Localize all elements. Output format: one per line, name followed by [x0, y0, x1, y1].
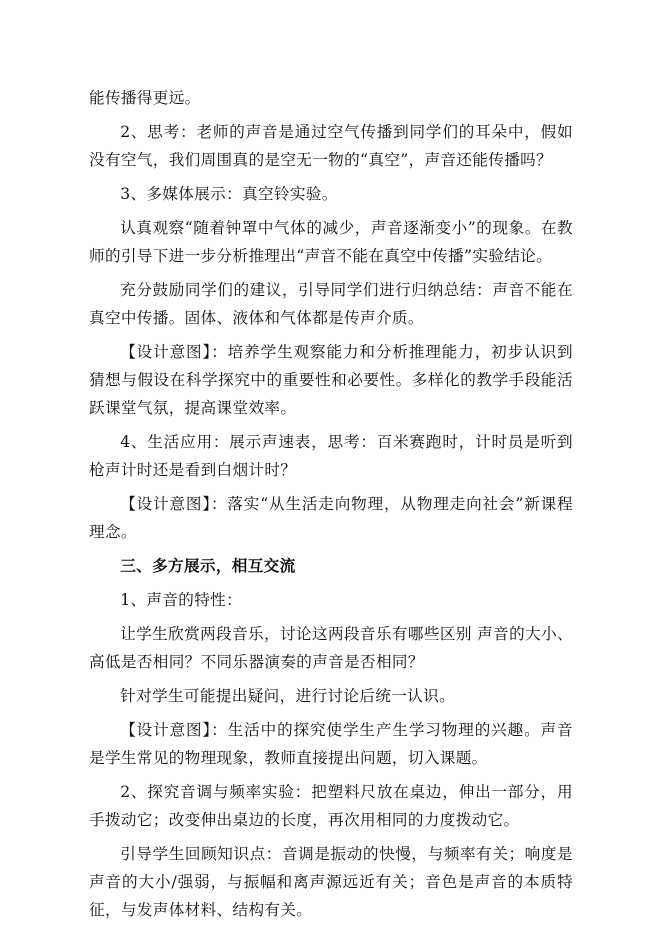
paragraph-observe-phenomenon: 认真观察“随着钟罩中气体的减少，声音逐渐变小”的现象。在教师的引导下进一步分析推理出“声音不能在真空中传播”实验结论。 — [89, 219, 573, 265]
paragraph-think-question: 2、思考：老师的声音是通过空气传播到同学们的耳朵中，假如没有空气，我们周围真的是空无一物的“真空”，声音还能传播吗？ — [89, 123, 573, 169]
paragraph-pitch-experiment: 2、探究音调与频率实验：把塑料尺放在桌边，伸出一部分，用手拨动它；改变伸出桌边的长度，再次用相同的力度拨动它。 — [89, 783, 573, 829]
paragraph-multimedia-demo: 3、多媒体展示：真空铃实验。 — [120, 185, 338, 203]
paragraph-sound-characteristics: 1、声音的特性： — [120, 591, 243, 609]
paragraph-life-application: 4、生活应用：展示声速表，思考：百米赛跑时，计时员是听到枪声计时还是看到白烟计时？ — [89, 433, 573, 479]
paragraph-discussion-consensus: 针对学生可能提出疑问，进行讨论后统一认识。 — [120, 687, 456, 705]
paragraph-design-intent-1: 【设计意图】：培养学生观察能力和分析推理能力，初步认识到猜想与假设在科学探究中的重要性和必要性。多样化的教学手段能活跃课堂气氛，提高课堂效率。 — [89, 343, 573, 417]
paragraph-continuation: 能传播得更远。 — [89, 89, 201, 107]
paragraph-review-knowledge: 引导学生回顾知识点：音调是振动的快慢，与频率有关；响度是声音的大小/强弱，与振幅和离声源远近有关；音色是声音的本质特征，与发声体材料、结构有关。 — [89, 845, 573, 919]
section-heading: 三、多方展示，相互交流 — [120, 556, 296, 575]
paragraph-summary: 充分鼓励同学们的建议，引导同学们进行归纳总结：声音不能在真空中传播。固体、液体和气体都是传声介质。 — [89, 281, 573, 327]
paragraph-design-intent-2: 【设计意图】：落实“从生活走向物理，从物理走向社会”新课程理念。 — [89, 495, 573, 541]
paragraph-design-intent-3: 【设计意图】：生活中的探究使学生产生学习物理的兴趣。声音是学生常见的物理现象，教师直接提出问题，切入课题。 — [89, 721, 573, 767]
paragraph-music-discussion: 让学生欣赏两段音乐，讨论这两段音乐有哪些区别 声音的大小、高低是否相同？不同乐器演奏的声音是否相同？ — [89, 625, 573, 671]
document-body — [89, 84, 573, 930]
